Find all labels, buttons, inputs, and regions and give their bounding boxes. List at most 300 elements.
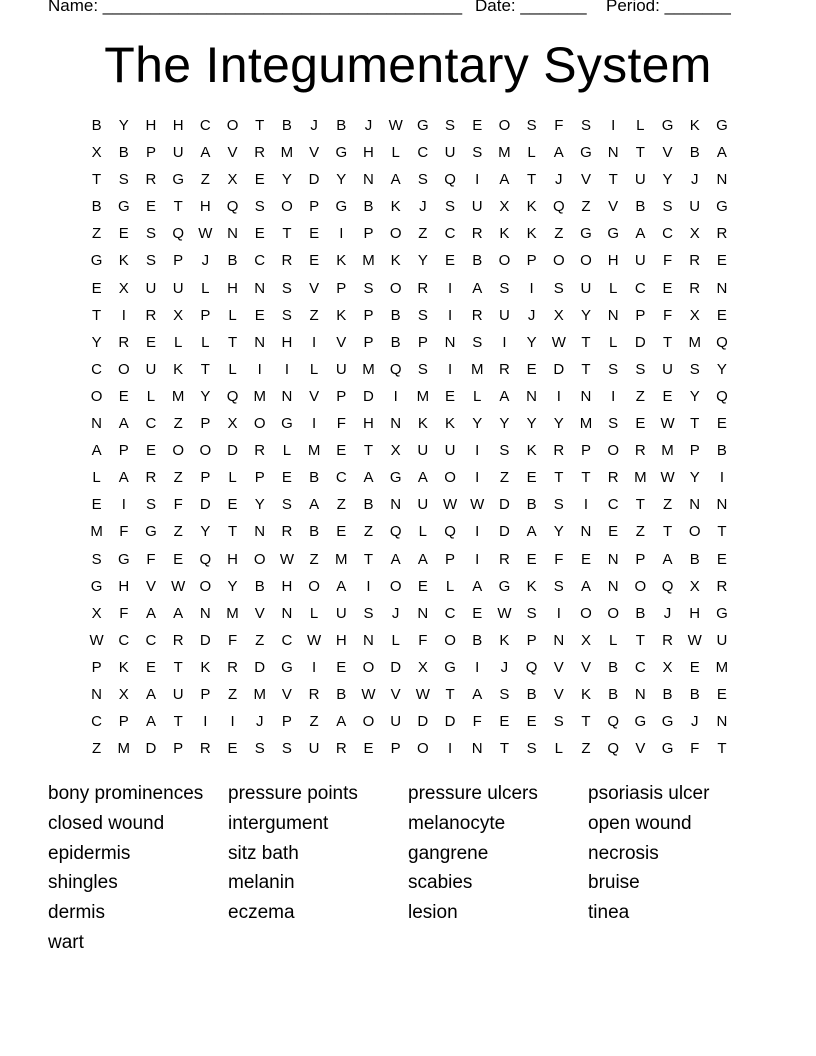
- grid-letter[interactable]: E: [472, 117, 483, 134]
- grid-letter[interactable]: T: [635, 144, 645, 162]
- grid-letter[interactable]: A: [417, 469, 428, 487]
- grid-letter[interactable]: D: [199, 631, 211, 649]
- grid-letter[interactable]: Q: [552, 198, 565, 216]
- grid-letter[interactable]: E: [227, 496, 238, 514]
- grid-letter[interactable]: T: [527, 171, 537, 189]
- grid-letter[interactable]: E: [254, 306, 265, 324]
- grid-letter[interactable]: E: [145, 333, 156, 351]
- grid-letter[interactable]: V: [227, 144, 238, 162]
- grid-letter[interactable]: X: [689, 577, 700, 595]
- grid-letter[interactable]: P: [173, 252, 184, 270]
- grid-letter[interactable]: S: [472, 144, 483, 162]
- grid-letter[interactable]: Y: [227, 577, 238, 595]
- grid-letter[interactable]: R: [227, 658, 238, 676]
- grid-letter[interactable]: K: [336, 252, 347, 270]
- grid-letter[interactable]: X: [91, 144, 102, 162]
- grid-letter[interactable]: E: [716, 306, 727, 324]
- grid-letter[interactable]: E: [716, 415, 727, 433]
- grid-letter[interactable]: X: [91, 604, 102, 622]
- grid-letter[interactable]: F: [418, 631, 428, 649]
- grid-letter[interactable]: U: [335, 604, 347, 622]
- grid-letter[interactable]: N: [553, 631, 565, 649]
- grid-letter[interactable]: K: [526, 225, 537, 243]
- grid-letter[interactable]: L: [228, 306, 237, 324]
- grid-letter[interactable]: K: [499, 631, 510, 649]
- grid-letter[interactable]: T: [173, 658, 183, 676]
- grid-letter[interactable]: C: [199, 117, 211, 134]
- grid-letter[interactable]: K: [200, 658, 211, 676]
- grid-letter[interactable]: A: [553, 144, 564, 162]
- grid-letter[interactable]: P: [689, 442, 700, 460]
- grid-letter[interactable]: B: [281, 117, 292, 134]
- grid-letter[interactable]: T: [608, 171, 618, 189]
- grid-letter[interactable]: B: [91, 198, 102, 216]
- grid-letter[interactable]: S: [91, 550, 102, 568]
- grid-letter[interactable]: U: [417, 496, 429, 514]
- grid-letter[interactable]: N: [254, 333, 266, 351]
- grid-letter[interactable]: L: [228, 360, 237, 378]
- grid-letter[interactable]: A: [526, 523, 537, 541]
- grid-letter[interactable]: S: [281, 496, 292, 514]
- grid-letter[interactable]: S: [553, 496, 564, 514]
- grid-letter[interactable]: B: [526, 496, 537, 514]
- grid-letter[interactable]: M: [470, 360, 484, 378]
- grid-letter[interactable]: J: [391, 604, 400, 622]
- grid-letter[interactable]: U: [145, 279, 157, 297]
- grid-letter[interactable]: P: [363, 225, 374, 243]
- grid-letter[interactable]: A: [173, 604, 184, 622]
- grid-letter[interactable]: A: [145, 713, 156, 731]
- grid-letter[interactable]: O: [417, 740, 429, 758]
- grid-letter[interactable]: L: [608, 631, 618, 649]
- grid-letter[interactable]: I: [475, 550, 480, 568]
- grid-letter[interactable]: P: [309, 198, 320, 216]
- grid-letter[interactable]: V: [553, 685, 564, 703]
- grid-letter[interactable]: M: [307, 442, 321, 460]
- grid-letter[interactable]: Z: [363, 523, 374, 541]
- grid-letter[interactable]: U: [471, 198, 483, 216]
- grid-letter[interactable]: X: [689, 306, 700, 324]
- grid-letter[interactable]: X: [553, 306, 564, 324]
- grid-letter[interactable]: G: [281, 415, 293, 433]
- grid-letter[interactable]: W: [361, 685, 376, 703]
- grid-letter[interactable]: P: [145, 144, 156, 162]
- grid-letter[interactable]: U: [172, 144, 184, 162]
- grid-letter[interactable]: V: [309, 387, 320, 405]
- grid-letter[interactable]: U: [634, 252, 646, 270]
- grid-letter[interactable]: F: [119, 604, 129, 622]
- grid-letter[interactable]: P: [363, 306, 374, 324]
- grid-letter[interactable]: S: [445, 117, 456, 134]
- grid-letter[interactable]: Y: [580, 306, 591, 324]
- grid-letter[interactable]: M: [117, 740, 131, 758]
- grid-letter[interactable]: E: [445, 387, 456, 405]
- grid-letter[interactable]: X: [689, 225, 700, 243]
- grid-letter[interactable]: Y: [553, 415, 564, 433]
- grid-letter[interactable]: Y: [200, 387, 211, 405]
- grid-letter[interactable]: D: [363, 387, 374, 405]
- grid-letter[interactable]: X: [118, 279, 129, 297]
- grid-letter[interactable]: K: [390, 198, 401, 216]
- grid-letter[interactable]: Y: [526, 333, 537, 351]
- grid-letter[interactable]: G: [634, 713, 647, 731]
- grid-letter[interactable]: R: [281, 252, 293, 270]
- grid-letter[interactable]: W: [89, 631, 104, 649]
- name-field[interactable]: Name: ______________________________________: [48, 0, 463, 15]
- grid-letter[interactable]: B: [336, 117, 347, 134]
- grid-letter[interactable]: P: [254, 469, 265, 487]
- grid-letter[interactable]: O: [389, 577, 402, 595]
- grid-letter[interactable]: A: [417, 550, 428, 568]
- grid-letter[interactable]: X: [118, 685, 129, 703]
- grid-letter[interactable]: K: [445, 415, 456, 433]
- grid-letter[interactable]: M: [634, 469, 647, 487]
- grid-letter[interactable]: N: [254, 523, 266, 541]
- grid-letter[interactable]: Y: [526, 415, 537, 433]
- grid-letter[interactable]: L: [146, 387, 156, 405]
- grid-letter[interactable]: I: [475, 171, 480, 189]
- grid-letter[interactable]: I: [447, 740, 453, 758]
- grid-letter[interactable]: V: [553, 658, 564, 676]
- grid-letter[interactable]: P: [390, 740, 401, 758]
- grid-letter[interactable]: G: [335, 198, 348, 216]
- grid-letter[interactable]: U: [662, 360, 673, 378]
- grid-letter[interactable]: P: [363, 333, 374, 351]
- grid-letter[interactable]: E: [526, 550, 537, 568]
- grid-letter[interactable]: Z: [173, 469, 183, 487]
- grid-letter[interactable]: L: [418, 523, 428, 541]
- grid-letter[interactable]: G: [661, 740, 674, 758]
- grid-letter[interactable]: Q: [389, 360, 402, 378]
- grid-letter[interactable]: Z: [554, 225, 564, 243]
- grid-letter[interactable]: N: [444, 333, 456, 351]
- grid-letter[interactable]: E: [526, 713, 537, 731]
- grid-letter[interactable]: B: [118, 144, 129, 162]
- grid-letter[interactable]: N: [607, 577, 619, 595]
- grid-letter[interactable]: E: [118, 387, 129, 405]
- grid-letter[interactable]: G: [172, 171, 184, 189]
- grid-letter[interactable]: S: [608, 415, 619, 433]
- grid-letter[interactable]: J: [310, 117, 318, 134]
- grid-letter[interactable]: Z: [227, 685, 238, 703]
- grid-letter[interactable]: S: [254, 740, 265, 758]
- grid-letter[interactable]: U: [172, 685, 184, 703]
- grid-letter[interactable]: M: [90, 523, 103, 541]
- grid-letter[interactable]: D: [498, 496, 510, 514]
- grid-letter[interactable]: N: [689, 496, 701, 514]
- grid-letter[interactable]: R: [145, 306, 157, 324]
- grid-letter[interactable]: W: [388, 117, 403, 134]
- grid-letter[interactable]: E: [445, 252, 456, 270]
- grid-letter[interactable]: D: [390, 658, 402, 676]
- grid-letter[interactable]: J: [555, 171, 563, 189]
- grid-letter[interactable]: D: [553, 360, 565, 378]
- grid-letter[interactable]: S: [363, 604, 374, 622]
- grid-letter[interactable]: N: [199, 604, 211, 622]
- grid-letter[interactable]: R: [145, 171, 157, 189]
- grid-letter[interactable]: J: [690, 713, 699, 731]
- grid-letter[interactable]: H: [281, 577, 293, 595]
- grid-letter[interactable]: L: [391, 631, 400, 649]
- grid-letter[interactable]: I: [121, 496, 126, 514]
- grid-letter[interactable]: G: [580, 225, 592, 243]
- grid-letter[interactable]: S: [526, 740, 537, 758]
- grid-letter[interactable]: E: [580, 550, 591, 568]
- grid-letter[interactable]: F: [554, 550, 564, 568]
- grid-letter[interactable]: C: [417, 144, 429, 162]
- grid-letter[interactable]: M: [416, 387, 430, 405]
- grid-letter[interactable]: V: [580, 171, 591, 189]
- grid-letter[interactable]: U: [172, 279, 184, 297]
- grid-letter[interactable]: E: [716, 252, 727, 270]
- grid-letter[interactable]: T: [363, 550, 374, 568]
- grid-letter[interactable]: Z: [200, 171, 210, 189]
- grid-letter[interactable]: N: [417, 604, 429, 622]
- grid-letter[interactable]: T: [227, 523, 238, 541]
- grid-letter[interactable]: W: [470, 496, 485, 514]
- grid-letter[interactable]: K: [526, 198, 537, 216]
- grid-letter[interactable]: U: [145, 360, 157, 378]
- grid-letter[interactable]: E: [227, 740, 238, 758]
- grid-letter[interactable]: T: [92, 171, 102, 189]
- grid-letter[interactable]: R: [335, 740, 347, 758]
- grid-letter[interactable]: J: [663, 604, 672, 622]
- grid-letter[interactable]: Y: [417, 252, 428, 270]
- grid-letter[interactable]: T: [717, 523, 727, 541]
- grid-letter[interactable]: E: [336, 442, 347, 460]
- grid-letter[interactable]: E: [145, 658, 156, 676]
- grid-letter[interactable]: S: [580, 117, 591, 134]
- grid-letter[interactable]: L: [173, 333, 183, 351]
- grid-letter[interactable]: X: [173, 306, 184, 324]
- grid-letter[interactable]: E: [472, 604, 483, 622]
- grid-letter[interactable]: K: [689, 117, 700, 134]
- grid-letter[interactable]: A: [336, 577, 347, 595]
- grid-letter[interactable]: E: [526, 360, 537, 378]
- grid-letter[interactable]: L: [608, 279, 618, 297]
- grid-letter[interactable]: O: [498, 117, 511, 134]
- grid-letter[interactable]: B: [635, 604, 646, 622]
- grid-letter[interactable]: W: [279, 550, 294, 568]
- grid-letter[interactable]: Z: [635, 523, 645, 541]
- grid-letter[interactable]: W: [551, 333, 566, 351]
- grid-letter[interactable]: N: [607, 550, 619, 568]
- grid-letter[interactable]: O: [253, 550, 266, 568]
- grid-letter[interactable]: R: [172, 631, 184, 649]
- grid-letter[interactable]: T: [635, 631, 645, 649]
- grid-letter[interactable]: C: [281, 631, 293, 649]
- grid-letter[interactable]: R: [471, 225, 483, 243]
- grid-letter[interactable]: O: [444, 469, 456, 487]
- grid-letter[interactable]: N: [390, 415, 402, 433]
- grid-letter[interactable]: F: [173, 496, 183, 514]
- grid-letter[interactable]: T: [499, 740, 509, 758]
- grid-letter[interactable]: R: [498, 360, 510, 378]
- grid-letter[interactable]: B: [689, 144, 700, 162]
- grid-letter[interactable]: S: [472, 333, 483, 351]
- grid-letter[interactable]: G: [145, 523, 157, 541]
- grid-letter[interactable]: J: [419, 198, 427, 216]
- grid-letter[interactable]: L: [309, 360, 319, 378]
- grid-letter[interactable]: S: [608, 360, 619, 378]
- grid-letter[interactable]: P: [526, 252, 537, 270]
- grid-letter[interactable]: I: [583, 496, 589, 514]
- grid-letter[interactable]: A: [118, 469, 129, 487]
- grid-letter[interactable]: R: [689, 252, 701, 270]
- grid-letter[interactable]: B: [472, 252, 483, 270]
- grid-letter[interactable]: P: [200, 469, 211, 487]
- grid-letter[interactable]: Y: [200, 523, 211, 541]
- grid-letter[interactable]: S: [553, 279, 564, 297]
- grid-letter[interactable]: E: [173, 550, 184, 568]
- grid-letter[interactable]: A: [499, 387, 510, 405]
- grid-letter[interactable]: O: [199, 442, 212, 460]
- grid-letter[interactable]: T: [554, 469, 564, 487]
- grid-letter[interactable]: A: [390, 550, 401, 568]
- grid-letter[interactable]: U: [716, 631, 728, 649]
- grid-letter[interactable]: O: [607, 604, 619, 622]
- grid-letter[interactable]: S: [417, 306, 428, 324]
- grid-letter[interactable]: V: [390, 685, 401, 703]
- grid-letter[interactable]: G: [90, 577, 103, 595]
- grid-letter[interactable]: R: [634, 442, 646, 460]
- grid-letter[interactable]: A: [91, 442, 102, 460]
- grid-letter[interactable]: N: [716, 496, 728, 514]
- grid-letter[interactable]: Y: [689, 387, 700, 405]
- grid-letter[interactable]: Q: [444, 171, 456, 189]
- grid-letter[interactable]: R: [281, 523, 293, 541]
- grid-letter[interactable]: V: [145, 577, 156, 595]
- grid-letter[interactable]: Y: [499, 415, 510, 433]
- grid-letter[interactable]: U: [634, 171, 646, 189]
- grid-letter[interactable]: L: [473, 387, 482, 405]
- grid-letter[interactable]: E: [499, 713, 510, 731]
- grid-letter[interactable]: X: [662, 658, 673, 676]
- grid-letter[interactable]: P: [200, 306, 211, 324]
- grid-letter[interactable]: U: [390, 713, 402, 731]
- grid-letter[interactable]: Q: [444, 523, 456, 541]
- grid-letter[interactable]: S: [526, 604, 537, 622]
- grid-letter[interactable]: M: [661, 442, 674, 460]
- grid-letter[interactable]: K: [173, 360, 184, 378]
- grid-letter[interactable]: C: [118, 631, 130, 649]
- grid-letter[interactable]: Z: [255, 631, 265, 649]
- grid-letter[interactable]: T: [227, 333, 238, 351]
- grid-letter[interactable]: Z: [173, 523, 183, 541]
- grid-letter[interactable]: A: [662, 550, 673, 568]
- grid-letter[interactable]: V: [254, 604, 265, 622]
- grid-letter[interactable]: Z: [635, 387, 645, 405]
- grid-letter[interactable]: F: [336, 415, 346, 433]
- grid-letter[interactable]: V: [336, 333, 347, 351]
- grid-letter[interactable]: T: [200, 360, 210, 378]
- grid-letter[interactable]: U: [335, 360, 347, 378]
- grid-letter[interactable]: M: [253, 685, 266, 703]
- grid-letter[interactable]: I: [719, 469, 724, 487]
- grid-letter[interactable]: W: [660, 415, 675, 433]
- grid-letter[interactable]: N: [91, 685, 103, 703]
- grid-letter[interactable]: B: [689, 550, 700, 568]
- grid-letter[interactable]: G: [117, 198, 130, 216]
- grid-letter[interactable]: S: [635, 360, 646, 378]
- grid-letter[interactable]: S: [445, 198, 456, 216]
- grid-letter[interactable]: L: [445, 577, 455, 595]
- grid-letter[interactable]: A: [499, 171, 510, 189]
- grid-letter[interactable]: C: [91, 713, 103, 731]
- grid-letter[interactable]: S: [145, 252, 156, 270]
- grid-letter[interactable]: U: [444, 144, 456, 162]
- grid-letter[interactable]: D: [145, 740, 157, 758]
- grid-letter[interactable]: H: [607, 252, 619, 270]
- grid-letter[interactable]: T: [581, 333, 591, 351]
- grid-letter[interactable]: G: [607, 225, 619, 243]
- grid-letter[interactable]: I: [366, 577, 371, 595]
- grid-letter[interactable]: L: [608, 333, 618, 351]
- grid-letter[interactable]: I: [475, 442, 480, 460]
- grid-letter[interactable]: E: [118, 225, 129, 243]
- grid-letter[interactable]: B: [390, 333, 401, 351]
- grid-letter[interactable]: N: [716, 279, 728, 297]
- grid-letter[interactable]: T: [363, 442, 374, 460]
- grid-letter[interactable]: W: [198, 225, 213, 243]
- grid-letter[interactable]: I: [121, 306, 126, 324]
- grid-letter[interactable]: S: [281, 306, 292, 324]
- grid-letter[interactable]: Q: [389, 523, 402, 541]
- grid-letter[interactable]: I: [447, 306, 453, 324]
- grid-letter[interactable]: F: [690, 740, 700, 758]
- grid-letter[interactable]: R: [118, 333, 130, 351]
- grid-letter[interactable]: E: [336, 523, 347, 541]
- grid-letter[interactable]: T: [173, 198, 183, 216]
- grid-letter[interactable]: G: [117, 550, 130, 568]
- grid-letter[interactable]: H: [227, 550, 238, 568]
- grid-letter[interactable]: V: [309, 279, 320, 297]
- grid-letter[interactable]: T: [635, 496, 645, 514]
- grid-letter[interactable]: G: [661, 117, 674, 134]
- grid-letter[interactable]: F: [472, 713, 482, 731]
- grid-letter[interactable]: G: [716, 604, 728, 622]
- grid-letter[interactable]: Q: [716, 387, 728, 405]
- grid-letter[interactable]: H: [363, 415, 374, 433]
- grid-letter[interactable]: C: [634, 658, 646, 676]
- grid-letter[interactable]: C: [607, 496, 619, 514]
- grid-letter[interactable]: G: [444, 658, 456, 676]
- grid-letter[interactable]: Q: [716, 333, 728, 351]
- grid-letter[interactable]: Z: [309, 713, 319, 731]
- grid-letter[interactable]: J: [201, 252, 210, 270]
- grid-letter[interactable]: B: [336, 685, 347, 703]
- grid-letter[interactable]: X: [499, 198, 510, 216]
- grid-letter[interactable]: Z: [581, 740, 591, 758]
- grid-letter[interactable]: I: [312, 415, 317, 433]
- grid-letter[interactable]: N: [716, 713, 728, 731]
- grid-letter[interactable]: S: [526, 117, 537, 134]
- grid-letter[interactable]: G: [498, 577, 511, 595]
- grid-letter[interactable]: A: [390, 171, 401, 189]
- grid-letter[interactable]: E: [635, 415, 646, 433]
- grid-letter[interactable]: Q: [607, 713, 619, 731]
- grid-letter[interactable]: N: [363, 171, 374, 189]
- grid-letter[interactable]: S: [417, 360, 428, 378]
- grid-letter[interactable]: I: [611, 387, 616, 405]
- grid-letter[interactable]: V: [309, 144, 320, 162]
- grid-letter[interactable]: O: [90, 387, 103, 405]
- grid-letter[interactable]: K: [526, 442, 537, 460]
- grid-letter[interactable]: N: [91, 415, 103, 433]
- grid-letter[interactable]: C: [444, 604, 456, 622]
- grid-letter[interactable]: A: [716, 144, 727, 162]
- grid-letter[interactable]: O: [444, 631, 456, 649]
